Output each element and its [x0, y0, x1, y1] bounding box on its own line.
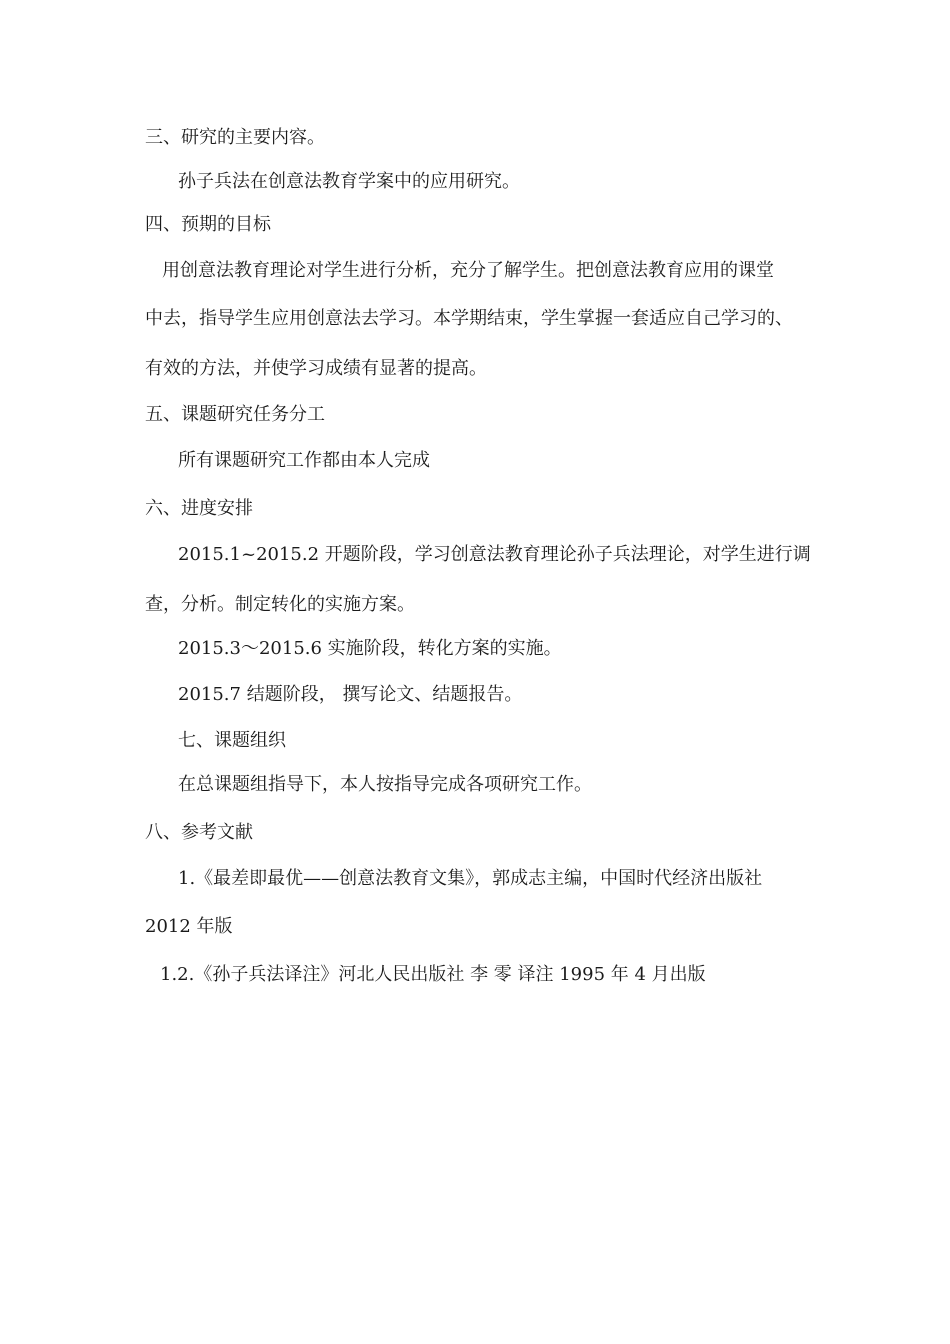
section-4-body-line-1: 用创意法教育理论对学生进行分析，充分了解学生。把创意法教育应用的课堂	[162, 260, 774, 281]
schedule-item-1-line-1: 2015.1~2015.2 开题阶段，学习创意法教育理论孙子兵法理论，对学生进行调	[178, 544, 811, 565]
section-4-body-line-3: 有效的方法，并使学习成绩有显著的提高。	[145, 358, 487, 379]
section-8-heading: 八、参考文献	[145, 822, 253, 843]
section-7-heading: 七、课题组织	[178, 730, 286, 751]
section-6-heading: 六、进度安排	[145, 498, 253, 519]
section-5-body: 所有课题研究工作都由本人完成	[178, 450, 430, 471]
section-3-heading: 三、研究的主要内容。	[145, 127, 325, 148]
reference-2: 1.2.《孙子兵法译注》河北人民出版社 李 零 译注 1995 年 4 月出版	[160, 964, 706, 985]
section-3-body: 孙子兵法在创意法教育学案中的应用研究。	[178, 171, 520, 192]
section-7-body: 在总课题组指导下，本人按指导完成各项研究工作。	[178, 774, 592, 795]
schedule-item-2: 2015.3～2015.6 实施阶段，转化方案的实施。	[178, 638, 562, 659]
section-4-body-line-2: 中去，指导学生应用创意法去学习。本学期结束，学生掌握一套适应自己学习的、	[145, 308, 793, 329]
reference-1-line-2: 2012 年版	[145, 916, 233, 937]
schedule-item-3: 2015.7 结题阶段， 撰写论文、结题报告。	[178, 684, 523, 705]
schedule-item-1-line-2: 查，分析。制定转化的实施方案。	[145, 594, 415, 615]
section-5-heading: 五、课题研究任务分工	[145, 404, 325, 425]
section-4-heading: 四、预期的目标	[145, 214, 271, 235]
reference-1-line-1: 1.《最差即最优——创意法教育文集》，郭成志主编，中国时代经济出版社	[178, 868, 763, 889]
